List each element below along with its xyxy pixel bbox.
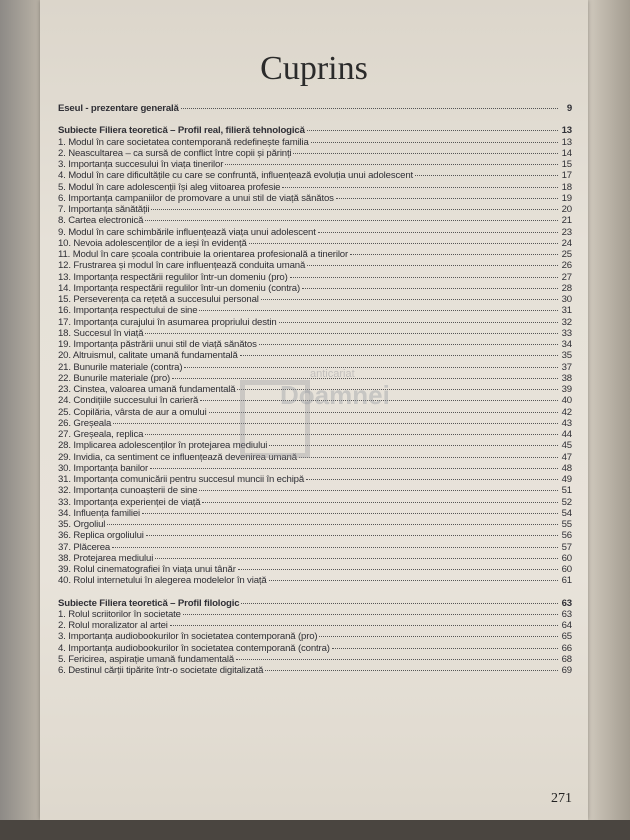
toc-entry-title: 37. Plăcerea bbox=[58, 541, 111, 553]
toc-entry-page: 27 bbox=[561, 271, 572, 283]
toc-entry bbox=[58, 620, 572, 631]
toc-entry bbox=[58, 395, 572, 406]
toc-entry-page: 61 bbox=[561, 575, 572, 587]
dot-leader bbox=[107, 524, 558, 525]
toc-entry-title: 8. Cartea electronică bbox=[58, 215, 144, 227]
toc-entry-page: 55 bbox=[561, 519, 572, 530]
toc-section-heading bbox=[58, 125, 572, 136]
toc-entry-title: 17. Importanța curajului în asumarea propriului destin bbox=[58, 316, 277, 328]
toc-entry bbox=[58, 350, 572, 361]
toc-entry-title: 25. Copilăria, vârsta de aur a omului bbox=[58, 406, 207, 418]
toc-entry-title: 2. Rolul moralizator al artei bbox=[58, 620, 168, 631]
toc-entry bbox=[58, 542, 572, 553]
toc-entry-page: 30 bbox=[561, 294, 572, 305]
dot-leader bbox=[241, 603, 558, 604]
toc-entry bbox=[58, 575, 572, 586]
toc-entry bbox=[58, 407, 572, 418]
toc-entry-title: 24. Condițiile succesului în carieră bbox=[58, 395, 199, 407]
dot-leader bbox=[199, 310, 558, 311]
toc-entry bbox=[58, 272, 572, 283]
dot-leader bbox=[155, 558, 558, 559]
watermark-top-text: anticariat bbox=[310, 368, 355, 380]
dot-leader bbox=[318, 232, 558, 233]
toc-entry-title: 16. Importanța respectului de sine bbox=[58, 305, 198, 317]
toc-entry-page: 19 bbox=[561, 192, 572, 204]
toc-entry bbox=[58, 474, 572, 485]
toc-entry-page: 34 bbox=[561, 339, 572, 350]
toc-entry-page: 39 bbox=[561, 384, 572, 395]
toc-section-heading bbox=[58, 598, 572, 609]
toc-entry-title: 15. Perseverența ca rețetă a succesului personal bbox=[58, 294, 259, 305]
section-gap bbox=[58, 114, 572, 125]
toc-entry-title: 2. Neascultarea – ca sursă de conflict între copii și părinți bbox=[58, 147, 292, 159]
toc-entry bbox=[58, 452, 572, 463]
dot-leader bbox=[307, 265, 558, 266]
toc-entry-title: 34. Influența familiei bbox=[58, 507, 141, 519]
toc-entry-title: 6. Destinul cărții tipărite într-o societate digitalizată bbox=[58, 665, 264, 676]
toc-entry bbox=[58, 373, 572, 384]
toc-entry-title: 6. Importanța campaniilor de promovare a unui stil de viață sănătos bbox=[58, 192, 334, 204]
toc-entry bbox=[58, 384, 572, 395]
toc-entry-page: 66 bbox=[561, 642, 572, 654]
toc-entry bbox=[58, 249, 572, 260]
toc-entry-title: 30. Importanța banilor bbox=[58, 462, 149, 474]
toc-entry-page: 25 bbox=[561, 249, 572, 260]
toc-entry bbox=[58, 238, 572, 249]
dot-leader bbox=[170, 625, 558, 626]
toc-entry-title: 12. Frustrarea și modul în care influențează conduita umană bbox=[58, 260, 306, 272]
toc-entry-page: 48 bbox=[561, 462, 572, 474]
toc-entry-page: 47 bbox=[561, 451, 572, 463]
toc-entry-page: 17 bbox=[561, 170, 572, 182]
dot-leader bbox=[332, 648, 558, 649]
toc-entry-page: 65 bbox=[561, 631, 572, 643]
toc-entry-page: 60 bbox=[561, 552, 572, 564]
toc-entry-title: 36. Replica orgoliului bbox=[58, 530, 144, 542]
dot-leader bbox=[269, 445, 558, 446]
table-of-contents bbox=[58, 103, 572, 676]
toc-entry bbox=[58, 631, 572, 642]
toc-entry-title: 22. Bunurile materiale (pro) bbox=[58, 372, 171, 384]
toc-entry-title: Subiecte Filiera teoretică – Profil filologic bbox=[58, 597, 240, 609]
toc-entry bbox=[58, 564, 572, 575]
dot-leader bbox=[282, 187, 558, 188]
toc-entry-page: 24 bbox=[561, 237, 572, 249]
toc-entry-page: 63 bbox=[561, 608, 572, 620]
dot-leader bbox=[265, 670, 558, 671]
toc-entry-title: 19. Importanța păstrării unui stil de viață sănătos bbox=[58, 339, 257, 350]
dot-leader bbox=[113, 423, 558, 424]
dot-leader bbox=[200, 400, 558, 401]
toc-entry bbox=[58, 508, 572, 519]
dot-leader bbox=[306, 479, 558, 480]
toc-entry bbox=[58, 654, 572, 665]
toc-entry-title: 3. Importanța succesului în viața tinerilor bbox=[58, 159, 224, 170]
dot-leader bbox=[151, 209, 558, 210]
toc-entry bbox=[58, 485, 572, 496]
toc-entry-title: 1. Rolul scriitorilor în societate bbox=[58, 608, 181, 620]
toc-entry-page: 14 bbox=[561, 147, 572, 159]
dot-leader bbox=[237, 389, 558, 390]
toc-entry-title: 27. Greșeala, replica bbox=[58, 429, 144, 440]
toc-entry-page: 49 bbox=[561, 474, 572, 485]
toc-entry-title: 7. Importanța sănătății bbox=[58, 204, 150, 215]
toc-entry bbox=[58, 418, 572, 429]
dot-leader bbox=[236, 659, 558, 660]
toc-entry bbox=[58, 159, 572, 170]
toc-entry bbox=[58, 182, 572, 193]
toc-entry-title: 1. Modul în care societatea contemporană redefinește familia bbox=[58, 136, 309, 148]
toc-entry bbox=[58, 170, 572, 181]
toc-entry-page: 21 bbox=[561, 215, 572, 227]
toc-entry-page: 32 bbox=[561, 316, 572, 328]
dot-leader bbox=[112, 547, 558, 548]
dot-leader bbox=[209, 412, 558, 413]
toc-entry-title: 9. Modul în care schimbările influențează viața unui adolescent bbox=[58, 226, 316, 238]
toc-entry-page: 64 bbox=[561, 620, 572, 631]
toc-entry-page: 37 bbox=[561, 361, 572, 373]
toc-entry-title: 23. Cinstea, valoarea umană fundamentală bbox=[58, 384, 236, 395]
toc-entry bbox=[58, 643, 572, 654]
watermark-main-text: Doamnei bbox=[280, 380, 390, 410]
toc-entry-page: 43 bbox=[561, 417, 572, 429]
toc-entry bbox=[58, 215, 572, 226]
toc-entry bbox=[58, 305, 572, 316]
toc-entry-page: 26 bbox=[561, 260, 572, 272]
dot-leader bbox=[311, 142, 558, 143]
toc-entry-page: 69 bbox=[561, 665, 572, 676]
toc-entry-page: 13 bbox=[561, 125, 572, 137]
toc-entry bbox=[58, 260, 572, 271]
toc-section-heading bbox=[58, 103, 572, 114]
toc-entry-page: 52 bbox=[561, 496, 572, 508]
toc-entry-title: 31. Importanța comunicării pentru succesul muncii în echipă bbox=[58, 474, 305, 485]
dot-leader bbox=[199, 490, 558, 491]
dot-leader bbox=[150, 468, 558, 469]
toc-entry-title: 3. Importanța audiobookurilor în societatea contemporană (pro) bbox=[58, 631, 318, 643]
dot-leader bbox=[142, 513, 558, 514]
toc-entry bbox=[58, 429, 572, 440]
dot-leader bbox=[259, 344, 558, 345]
toc-entry-title: 28. Implicarea adolescenților în protejarea mediului bbox=[58, 440, 268, 452]
toc-entry-page: 28 bbox=[561, 282, 572, 294]
dot-leader bbox=[181, 108, 558, 109]
toc-entry-page: 42 bbox=[561, 406, 572, 418]
toc-entry bbox=[58, 497, 572, 508]
toc-entry-title: 10. Nevoia adolescenților de a ieși în evidență bbox=[58, 237, 247, 249]
toc-entry-page: 20 bbox=[561, 204, 572, 215]
toc-entry bbox=[58, 519, 572, 530]
dot-leader bbox=[299, 457, 558, 458]
toc-entry-page: 57 bbox=[561, 541, 572, 553]
toc-entry-title: 4. Importanța audiobookurilor în societatea contemporană (contra) bbox=[58, 642, 330, 654]
toc-entry-title: 26. Greșeala bbox=[58, 417, 112, 429]
toc-entry-page: 60 bbox=[561, 564, 572, 575]
toc-entry-page: 44 bbox=[561, 429, 572, 440]
page-title: Cuprins bbox=[260, 50, 368, 87]
dot-leader bbox=[238, 569, 558, 570]
toc-entry-page: 23 bbox=[561, 226, 572, 238]
toc-entry bbox=[58, 317, 572, 328]
toc-entry-page: 51 bbox=[561, 485, 572, 497]
dot-leader bbox=[293, 153, 558, 154]
toc-entry bbox=[58, 137, 572, 148]
dot-leader bbox=[183, 614, 558, 615]
toc-entry-page: 35 bbox=[561, 350, 572, 362]
toc-entry bbox=[58, 463, 572, 474]
toc-entry bbox=[58, 283, 572, 294]
dot-leader bbox=[145, 333, 558, 334]
toc-entry bbox=[58, 440, 572, 451]
section-gap bbox=[58, 587, 572, 598]
toc-entry-title: Eseul - prezentare generală bbox=[58, 103, 179, 114]
toc-entry-title: 4. Modul în care dificultățile cu care se confruntă, influențează evoluția unui adolescent bbox=[58, 170, 414, 182]
toc-entry-page: 31 bbox=[561, 305, 572, 317]
toc-entry bbox=[58, 294, 572, 305]
toc-entry-title: 18. Succesul în viață bbox=[58, 327, 144, 339]
toc-entry bbox=[58, 328, 572, 339]
toc-entry bbox=[58, 339, 572, 350]
dot-leader bbox=[261, 299, 558, 300]
dot-leader bbox=[302, 288, 558, 289]
toc-entry bbox=[58, 193, 572, 204]
toc-entry bbox=[58, 148, 572, 159]
dot-leader bbox=[319, 636, 558, 637]
toc-entry-page: 33 bbox=[561, 327, 572, 339]
toc-entry-title: 33. Importanța experienței de viață bbox=[58, 496, 201, 508]
toc-entry bbox=[58, 362, 572, 373]
dot-leader bbox=[415, 175, 558, 176]
dot-leader bbox=[350, 254, 558, 255]
toc-entry-title: 5. Modul în care adolescenții își aleg viitoarea profesie bbox=[58, 181, 281, 193]
toc-entry-title: 13. Importanța respectării regulilor într-un domeniu (pro) bbox=[58, 271, 288, 283]
toc-entry-page: 15 bbox=[561, 159, 572, 170]
dot-leader bbox=[146, 535, 558, 536]
dot-leader bbox=[202, 502, 558, 503]
toc-entry-page: 54 bbox=[561, 507, 572, 519]
dot-leader bbox=[279, 322, 558, 323]
toc-entry-title: 29. Invidia, ca sentiment ce influențează devenirea umană bbox=[58, 451, 297, 463]
toc-entry-page: 18 bbox=[561, 181, 572, 193]
toc-entry-title: 5. Fericirea, aspirație umană fundamentală bbox=[58, 653, 235, 665]
toc-entry bbox=[58, 553, 572, 564]
dot-leader bbox=[249, 243, 558, 244]
dot-leader bbox=[307, 130, 558, 131]
toc-entry-title: 32. Importanța cunoașterii de sine bbox=[58, 485, 198, 497]
dot-leader bbox=[145, 220, 558, 221]
toc-entry-page: 68 bbox=[561, 653, 572, 665]
toc-entry-page: 9 bbox=[566, 103, 572, 114]
toc-entry-title: Subiecte Filiera teoretică – Profil real, filieră tehnologică bbox=[58, 125, 305, 137]
toc-entry-page: 38 bbox=[561, 372, 572, 384]
toc-entry-page: 56 bbox=[561, 530, 572, 542]
toc-entry-page: 45 bbox=[561, 440, 572, 452]
toc-entry-title: 20. Altruismul, calitate umană fundamentală bbox=[58, 350, 238, 362]
toc-entry bbox=[58, 530, 572, 541]
toc-entry bbox=[58, 665, 572, 676]
toc-entry-page: 40 bbox=[561, 395, 572, 407]
dot-leader bbox=[269, 580, 558, 581]
dot-leader bbox=[336, 198, 558, 199]
dot-leader bbox=[184, 367, 558, 368]
toc-entry-title: 35. Orgoliul bbox=[58, 519, 106, 530]
toc-entry-title: 21. Bunurile materiale (contra) bbox=[58, 361, 183, 373]
toc-entry-page: 13 bbox=[561, 136, 572, 148]
toc-entry bbox=[58, 204, 572, 215]
toc-entry-title: 14. Importanța respectării regulilor într-un domeniu (contra) bbox=[58, 282, 301, 294]
dot-leader bbox=[290, 277, 558, 278]
toc-entry-title: 39. Rolul cinematografiei în viața unui tânăr bbox=[58, 564, 236, 575]
toc-entry-title: 11. Modul în care școala contribuie la orientarea profesională a tinerilor bbox=[58, 249, 349, 260]
toc-entry-page: 63 bbox=[561, 597, 572, 609]
toc-entry bbox=[58, 227, 572, 238]
dot-leader bbox=[145, 434, 558, 435]
page-number: 271 bbox=[551, 791, 572, 806]
dot-leader bbox=[172, 378, 558, 379]
dot-leader bbox=[240, 355, 558, 356]
toc-entry-title: 38. Protejarea mediului bbox=[58, 552, 154, 564]
toc-entry bbox=[58, 609, 572, 620]
dot-leader bbox=[225, 164, 558, 165]
bottom-edge bbox=[0, 820, 630, 840]
toc-entry-title: 40. Rolul internetului în alegerea modelelor în viață bbox=[58, 575, 267, 587]
